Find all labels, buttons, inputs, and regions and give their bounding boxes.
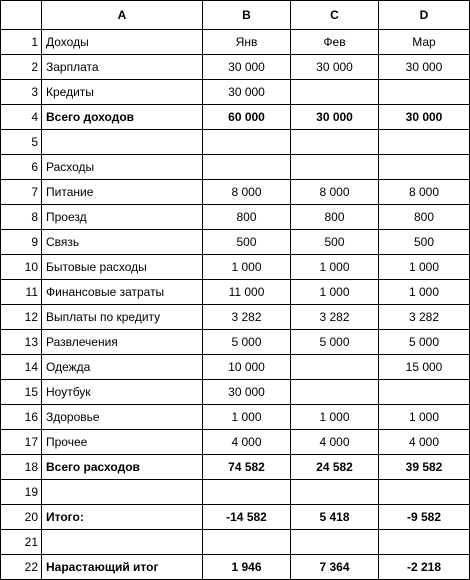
cell-mar[interactable] [379,480,470,505]
cell-jan[interactable]: 11 000 [203,280,291,305]
table-row [1,405,470,430]
table-row [1,130,470,155]
cell-jan[interactable] [203,155,291,180]
table-row [1,305,470,330]
table-row [1,230,470,255]
table-row [1,380,470,405]
table-row [1,255,470,280]
cell-label[interactable]: Нарастающий итог [42,555,203,580]
cell-feb[interactable]: 30 000 [291,55,379,80]
row-number[interactable]: 7 [1,180,42,205]
table-row [1,30,470,55]
column-header-b[interactable]: B [203,1,291,30]
row-number[interactable]: 1 [1,30,42,55]
table-row [1,80,470,105]
row-number[interactable]: 15 [1,380,42,405]
cell-feb[interactable] [291,530,379,555]
cell-label[interactable]: Ноутбук [42,380,203,405]
cell-mar[interactable]: 1 000 [379,405,470,430]
cell-label[interactable]: Всего расходов [42,455,203,480]
row-number[interactable]: 13 [1,330,42,355]
cell-mar[interactable]: Мар [379,30,470,55]
table-row [1,155,470,180]
cell-mar[interactable]: 39 582 [379,455,470,480]
row-number[interactable]: 10 [1,255,42,280]
table-row [1,355,470,380]
cell-label[interactable]: Расходы [42,155,203,180]
cell-label[interactable]: Развлечения [42,330,203,355]
row-number[interactable]: 9 [1,230,42,255]
cell-label[interactable]: Питание [42,180,203,205]
cell-label[interactable]: Зарплата [42,55,203,80]
cell-feb[interactable]: 800 [291,205,379,230]
row-number[interactable]: 3 [1,80,42,105]
column-header-row [1,1,470,30]
cell-jan[interactable]: 4 000 [203,430,291,455]
table-row [1,530,470,555]
cell-feb[interactable]: 5 418 [291,505,379,530]
cell-feb[interactable]: 1 000 [291,405,379,430]
cell-label[interactable]: Бытовые расходы [42,255,203,280]
cell-jan[interactable]: -14 582 [203,505,291,530]
row-number[interactable]: 19 [1,480,42,505]
cell-mar[interactable]: 30 000 [379,105,470,130]
table-row [1,55,470,80]
cell-mar[interactable]: 1 000 [379,255,470,280]
table-row [1,105,470,130]
cell-mar[interactable]: 1 000 [379,280,470,305]
cell-mar[interactable]: 30 000 [379,55,470,80]
row-number[interactable]: 21 [1,530,42,555]
cell-label[interactable]: Связь [42,230,203,255]
cell-label[interactable]: Доходы [42,30,203,55]
cell-label[interactable]: Одежда [42,355,203,380]
row-number[interactable]: 17 [1,430,42,455]
cell-label[interactable]: Всего доходов [42,105,203,130]
cell-jan[interactable]: Янв [203,30,291,55]
cell-label[interactable]: Прочее [42,430,203,455]
column-header-a[interactable]: A [42,1,203,30]
table-row [1,505,470,530]
table-row [1,280,470,305]
cell-jan[interactable]: 30 000 [203,380,291,405]
row-number[interactable]: 22 [1,555,42,580]
table-row [1,205,470,230]
cell-jan[interactable]: 3 282 [203,305,291,330]
row-number[interactable]: 20 [1,505,42,530]
cell-jan[interactable]: 1 000 [203,255,291,280]
cell-mar[interactable]: 15 000 [379,355,470,380]
row-number[interactable]: 11 [1,280,42,305]
column-header-d[interactable]: D [379,1,470,30]
row-number[interactable]: 5 [1,130,42,155]
cell-label[interactable]: Кредиты [42,80,203,105]
cell-jan[interactable]: 30 000 [203,80,291,105]
cell-feb[interactable]: 5 000 [291,330,379,355]
row-number[interactable]: 4 [1,105,42,130]
cell-label[interactable] [42,130,203,155]
cell-feb[interactable] [291,480,379,505]
cell-jan[interactable]: 1 000 [203,405,291,430]
cell-jan[interactable]: 8 000 [203,180,291,205]
cell-mar[interactable]: 4 000 [379,430,470,455]
cell-mar[interactable]: 3 282 [379,305,470,330]
table-row [1,480,470,505]
cell-feb[interactable]: 1 000 [291,255,379,280]
cell-feb[interactable]: Фев [291,30,379,55]
cell-jan[interactable]: 800 [203,205,291,230]
cell-feb[interactable]: 30 000 [291,105,379,130]
row-number[interactable]: 2 [1,55,42,80]
cell-jan[interactable] [203,480,291,505]
cell-jan[interactable]: 5 000 [203,330,291,355]
table-row [1,330,470,355]
cell-label[interactable]: Здоровье [42,405,203,430]
sheet-body [1,30,470,580]
cell-jan[interactable]: 30 000 [203,55,291,80]
column-header-c[interactable]: C [291,1,379,30]
cell-jan[interactable] [203,130,291,155]
cell-feb[interactable]: 500 [291,230,379,255]
cell-label[interactable]: Выплаты по кредиту [42,305,203,330]
cell-mar[interactable] [379,155,470,180]
table-row [1,555,470,580]
cell-mar[interactable] [379,130,470,155]
table-row [1,430,470,455]
cell-mar[interactable] [379,530,470,555]
cell-mar[interactable]: 8 000 [379,180,470,205]
cell-feb[interactable]: 8 000 [291,180,379,205]
cell-label[interactable]: Итого: [42,505,203,530]
cell-jan[interactable]: 60 000 [203,105,291,130]
cell-mar[interactable] [379,80,470,105]
cell-mar[interactable]: -2 218 [379,555,470,580]
cell-feb[interactable]: 1 000 [291,280,379,305]
cell-jan[interactable]: 1 946 [203,555,291,580]
cell-mar[interactable]: 800 [379,205,470,230]
cell-feb[interactable]: 3 282 [291,305,379,330]
cell-mar[interactable]: 500 [379,230,470,255]
row-number[interactable]: 18 [1,455,42,480]
row-number[interactable]: 16 [1,405,42,430]
cell-feb[interactable]: 7 364 [291,555,379,580]
cell-mar[interactable]: 5 000 [379,330,470,355]
cell-label[interactable] [42,530,203,555]
cell-jan[interactable]: 10 000 [203,355,291,380]
cell-jan[interactable]: 500 [203,230,291,255]
cell-feb[interactable] [291,355,379,380]
cell-jan[interactable] [203,530,291,555]
corner-cell[interactable] [1,1,42,30]
cell-label[interactable]: Финансовые затраты [42,280,203,305]
cell-feb[interactable] [291,380,379,405]
cell-label[interactable] [42,480,203,505]
cell-feb[interactable]: 4 000 [291,430,379,455]
cell-mar[interactable]: -9 582 [379,505,470,530]
table-row [1,455,470,480]
table-row [1,180,470,205]
cell-label[interactable]: Проезд [42,205,203,230]
cell-feb[interactable]: 24 582 [291,455,379,480]
row-number[interactable]: 12 [1,305,42,330]
cell-mar[interactable] [379,380,470,405]
row-number[interactable]: 8 [1,205,42,230]
cell-feb[interactable] [291,130,379,155]
row-number[interactable]: 6 [1,155,42,180]
cell-jan[interactable]: 74 582 [203,455,291,480]
cell-feb[interactable] [291,155,379,180]
cell-feb[interactable] [291,80,379,105]
row-number[interactable]: 14 [1,355,42,380]
